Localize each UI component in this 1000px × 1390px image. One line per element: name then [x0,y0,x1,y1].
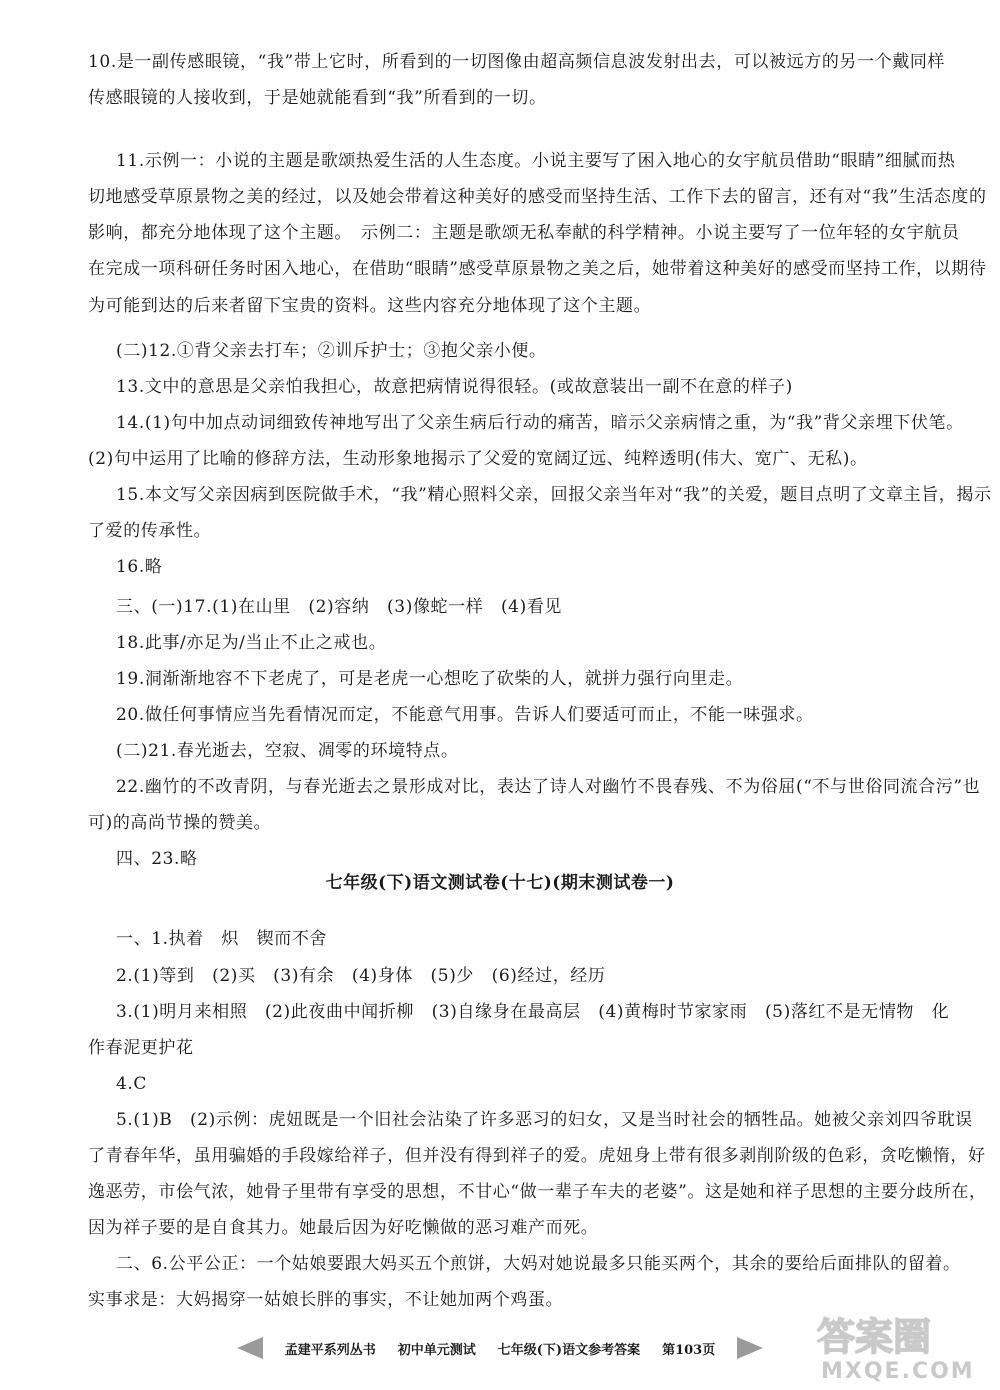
answer-line-11b: 切地感受草原景物之美的经过，以及她会带着这种美好的感受而坚持生活、工作下去的留言，还有对“我”生活态度的 [88,187,987,207]
book-name: 初中单元测试 [397,1342,476,1358]
answer-line-23: 四、23.略 [116,849,198,869]
arrow-left-icon [237,1337,263,1359]
arrow-right-icon [737,1337,763,1359]
exam-answer-3b: 作春泥更护花 [88,1038,194,1058]
section-title: 七年级(下)语文测试卷(十七)(期末测试卷一) [325,873,675,893]
answer-line-19: 19.洞渐渐地容不下老虎了，可是老虎一心想吃了砍柴的人，就拼力强行向里走。 [116,669,744,689]
answer-line-11e: 为可能到达的后来者留下宝贵的资料。这些内容充分地体现了这个主题。 [88,296,652,316]
answer-line-11a: 11.示例一：小说的主题是歌颂热爱生活的人生态度。小说主要写了困入地心的女宇航员借助“眼睛”细腻而热 [116,151,956,171]
answer-line-11c: 影响，都充分地体现了这个主题。 示例二：主题是歌颂无私奉献的科学精神。小说主要写了一位年轻的女宇航员 [88,223,960,243]
subject-name: 七年级(下)语文参考答案 [497,1342,641,1358]
page-number: 第103页 [662,1342,716,1358]
exam-answer-6b: 实事求是：大妈揭穿一姑娘长胖的事实，不让她加两个鸡蛋。 [88,1290,564,1310]
answer-line-12: (二)12.①背父亲去打车；②训斥护士；③抱父亲小便。 [116,341,547,361]
answer-line-22b: 可)的高尚节操的赞美。 [88,813,272,833]
answer-line-21: (二)21.春光逝去，空寂、凋零的环境特点。 [116,741,459,761]
answer-line-10a: 10.是一副传感眼镜，“我”带上它时，所看到的一切图像由超高频信息波发射出去，可以被远方的另一个戴同样 [88,52,946,72]
answer-line-20: 20.做任何事情应当先看情况而定，不能意气用事。告诉人们要适可而止，不能一味强求。 [116,705,814,725]
watermark-text: 答案圈 [817,1315,932,1359]
exam-answer-6a: 二、6.公平公正：一个姑娘要跟大妈买五个煎饼，大妈对她说最多只能买两个，其余的要给后面排队的留着。 [116,1254,961,1274]
answer-line-15b: 了爱的传承性。 [88,521,212,541]
exam-answer-5c: 逸恶劳，市侩气浓，她骨子里带有享受的思想，不甘心“做一辈子车夫的老婆”。这是她和祥子思想的主要分歧所在， [88,1182,987,1202]
answer-line-13: 13.文中的意思是父亲怕我担心，故意把病情说得很轻。(或故意装出一副不在意的样子) [116,377,793,397]
exam-answer-5d: 因为祥子要的是自食其力。她最后因为好吃懒做的恶习难产而死。 [88,1218,599,1238]
answer-line-17: 三、(一)17.(1)在山里 (2)容纳 (3)像蛇一样 (4)看见 [116,597,563,617]
exam-answer-2: 2.(1)等到 (2)买 (3)有余 (4)身体 (5)少 (6)经过，经历 [116,966,606,986]
exam-answer-3a: 3.(1)明月来相照 (2)此夜曲中闻折柳 (3)自缘身在最高层 (4)黄梅时节家家雨 (5)落红不是无情物 化 [116,1002,950,1022]
exam-answer-5a: 5.(1)B (2)示例：虎妞既是一个旧社会沾染了许多恶习的妇女，又是当时社会的牺牲品。她被父亲刘四爷耽误 [116,1110,973,1130]
answer-line-14a: 14.(1)句中加点动词细致传神地写出了父亲生病后行动的痛苦，暗示父亲病情之重，为“我”背父亲埋下伏笔。 [116,413,964,433]
answer-line-22a: 22.幽竹的不改青阴，与春光逝去之景形成对比，表达了诗人对幽竹不畏春残、不为俗屈(“不与世俗同流合污”也 [116,777,981,797]
watermark-logo [811,1310,986,1384]
watermark-url: MXQE.COM [821,1359,975,1384]
exam-answer-5b: 了青春年华，虽用骗婚的手段嫁给祥子，但并没有得到祥子的爱。虎妞身上带有很多剥削阶级的色彩，贪吃懒惰，好 [88,1146,986,1166]
answer-line-15a: 15.本文写父亲因病到医院做手术，“我”精心照料父亲，回报父亲当年对“我”的关爱，题目点明了文章主旨，揭示 [116,485,992,505]
answer-line-10b: 传感眼镜的人接收到，于是她就能看到“我”所看到的一切。 [88,88,547,108]
series-name: 孟建平系列丛书 [284,1342,376,1358]
answer-line-16: 16.略 [116,557,163,577]
answer-line-11d: 在完成一项科研任务时困入地心，在借助“眼睛”感受草原景物之美之后，她带着这种美好的感受而坚持工作，以期待 [88,259,987,279]
exam-answer-4: 4.C [116,1074,148,1094]
answer-line-14b: (2)句中运用了比喻的修辞方法，生动形象地揭示了父爱的宽阔辽远、纯粹透明(伟大、宽广、无私)。 [88,449,868,469]
exam-answer-1: 一、1.执着 炽 锲而不舍 [116,929,328,949]
answer-line-18: 18.此事/亦足为/当止不止之戒也。 [116,633,387,653]
